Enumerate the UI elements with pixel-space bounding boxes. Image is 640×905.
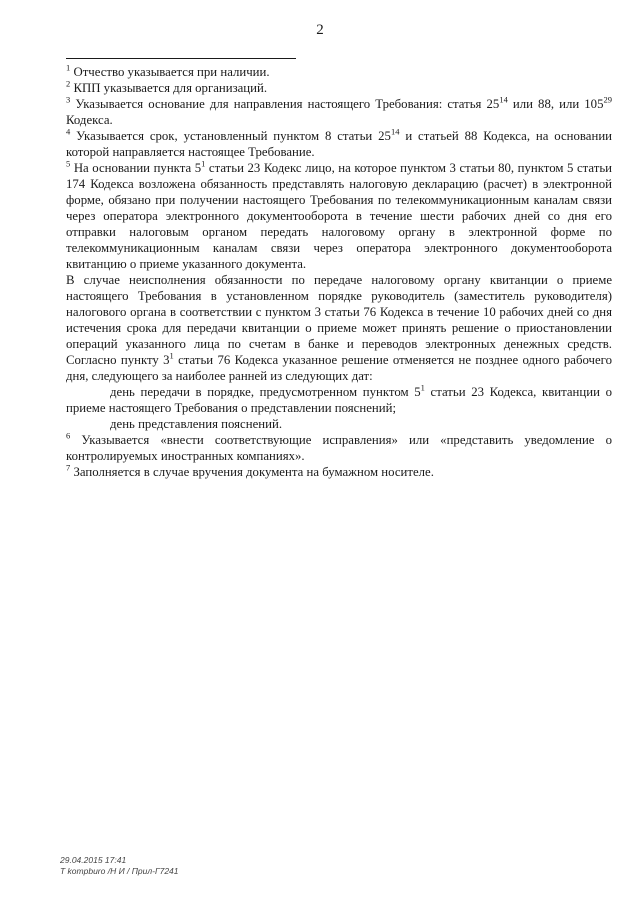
footnote-mark: 6 xyxy=(66,430,71,441)
footnote-3 xyxy=(66,96,612,128)
footnote-5-paragraph-4 xyxy=(66,416,612,432)
superscript: 14 xyxy=(499,94,508,105)
print-timestamp: 29.04.2015 17:41 xyxy=(60,855,127,865)
paragraph-text: день представления пояснений. xyxy=(110,417,283,431)
footnote-text: или 88, или 105 xyxy=(507,97,604,111)
footnote-mark: 1 xyxy=(66,62,71,73)
superscript: 14 xyxy=(390,126,400,137)
paragraph-text: статьи 76 Кодекса указанное решение отменяется не позднее одного рабочего дня, следующего за наиболее ранней из следующих дат: xyxy=(66,353,612,383)
footnotes xyxy=(66,64,612,480)
footnote-mark: 4 xyxy=(66,126,71,137)
footnote-1 xyxy=(66,64,612,80)
footnote-text: Указывается «внести соответствующие исправления» или «представить уведомление о контролируемых иностранных компаниях». xyxy=(66,433,612,463)
print-path: Т kompburo /Н И / Прил-Г7241 xyxy=(60,866,179,876)
footnote-text: Кодекса. xyxy=(66,113,113,127)
paragraph-text: день передачи в порядке, предусмотренном пунктом 5 xyxy=(110,385,421,399)
footnote-text: статьи 23 Кодекс лицо, на которое пунктом 3 статьи 80, пунктом 5 статьи 174 Кодекса возложена обязанность представлять налоговую декларацию (расчет) в электронной форме, обязано при получении настоящего Требования по телекоммуникационным каналам связи через оператора электронного документооборота в течение шести рабочих дней со дня его отправки налоговым органом передать налоговому органу в электронной форме по телекоммуникационным каналам связи через оператора электронного документооборота квитанцию о приеме указанного документа. xyxy=(66,161,613,271)
paragraph-text: статьи 23 Кодекса, квитанции о приеме настоящего Требования о представлении пояснений; xyxy=(66,385,612,415)
footnote-text: Заполняется в случае вручения документа на бумажном носителе. xyxy=(73,465,434,479)
footnote-7 xyxy=(66,464,612,480)
footnote-mark: 7 xyxy=(66,462,71,473)
footnote-text: На основании пункта 5 xyxy=(73,161,202,175)
footnote-separator xyxy=(66,58,296,59)
footnote-4 xyxy=(66,128,612,160)
footnote-mark: 2 xyxy=(66,78,71,89)
superscript: 1 xyxy=(420,382,425,393)
footnote-5-paragraph-3 xyxy=(66,384,612,416)
footnote-text: Указывается срок, установленный пунктом 8 статьи 25 xyxy=(76,129,391,143)
page-number: 2 xyxy=(316,22,324,38)
superscript: 29 xyxy=(603,94,612,105)
footnote-mark: 3 xyxy=(66,94,71,105)
footnote-text: и статьей 88 Кодекса, на основании которой направляется настоящее Требование. xyxy=(66,129,613,159)
footnote-text: Указывается основание для направления настоящего Требования: статья 25 xyxy=(75,97,500,111)
footnote-mark: 5 xyxy=(66,158,71,169)
footnote-text: КПП указывается для организаций. xyxy=(73,81,268,95)
footnote-2 xyxy=(66,80,612,96)
paragraph-text: В случае неисполнения обязанности по передаче налоговому органу квитанции о приеме настоящего Требования в установленном порядке руководитель (заместитель руководителя) налогового органа в соответствии с пунктом 3 статьи 76 Кодекса в течение 10 рабочих дней со дня истечения срока для передачи квитанции о приеме может принять решение о приостановлении операций указанного лица по счетам в банке и переводов электронных денежных средств. Согласно пункту 3 xyxy=(66,273,612,367)
footnote-5 xyxy=(66,160,612,272)
superscript: 1 xyxy=(169,350,174,361)
footnote-text: Отчество указывается при наличии. xyxy=(73,65,270,79)
footnote-6 xyxy=(66,432,612,464)
print-footer xyxy=(60,855,179,877)
footnote-5-paragraph-2 xyxy=(66,272,612,384)
superscript: 1 xyxy=(201,158,206,169)
